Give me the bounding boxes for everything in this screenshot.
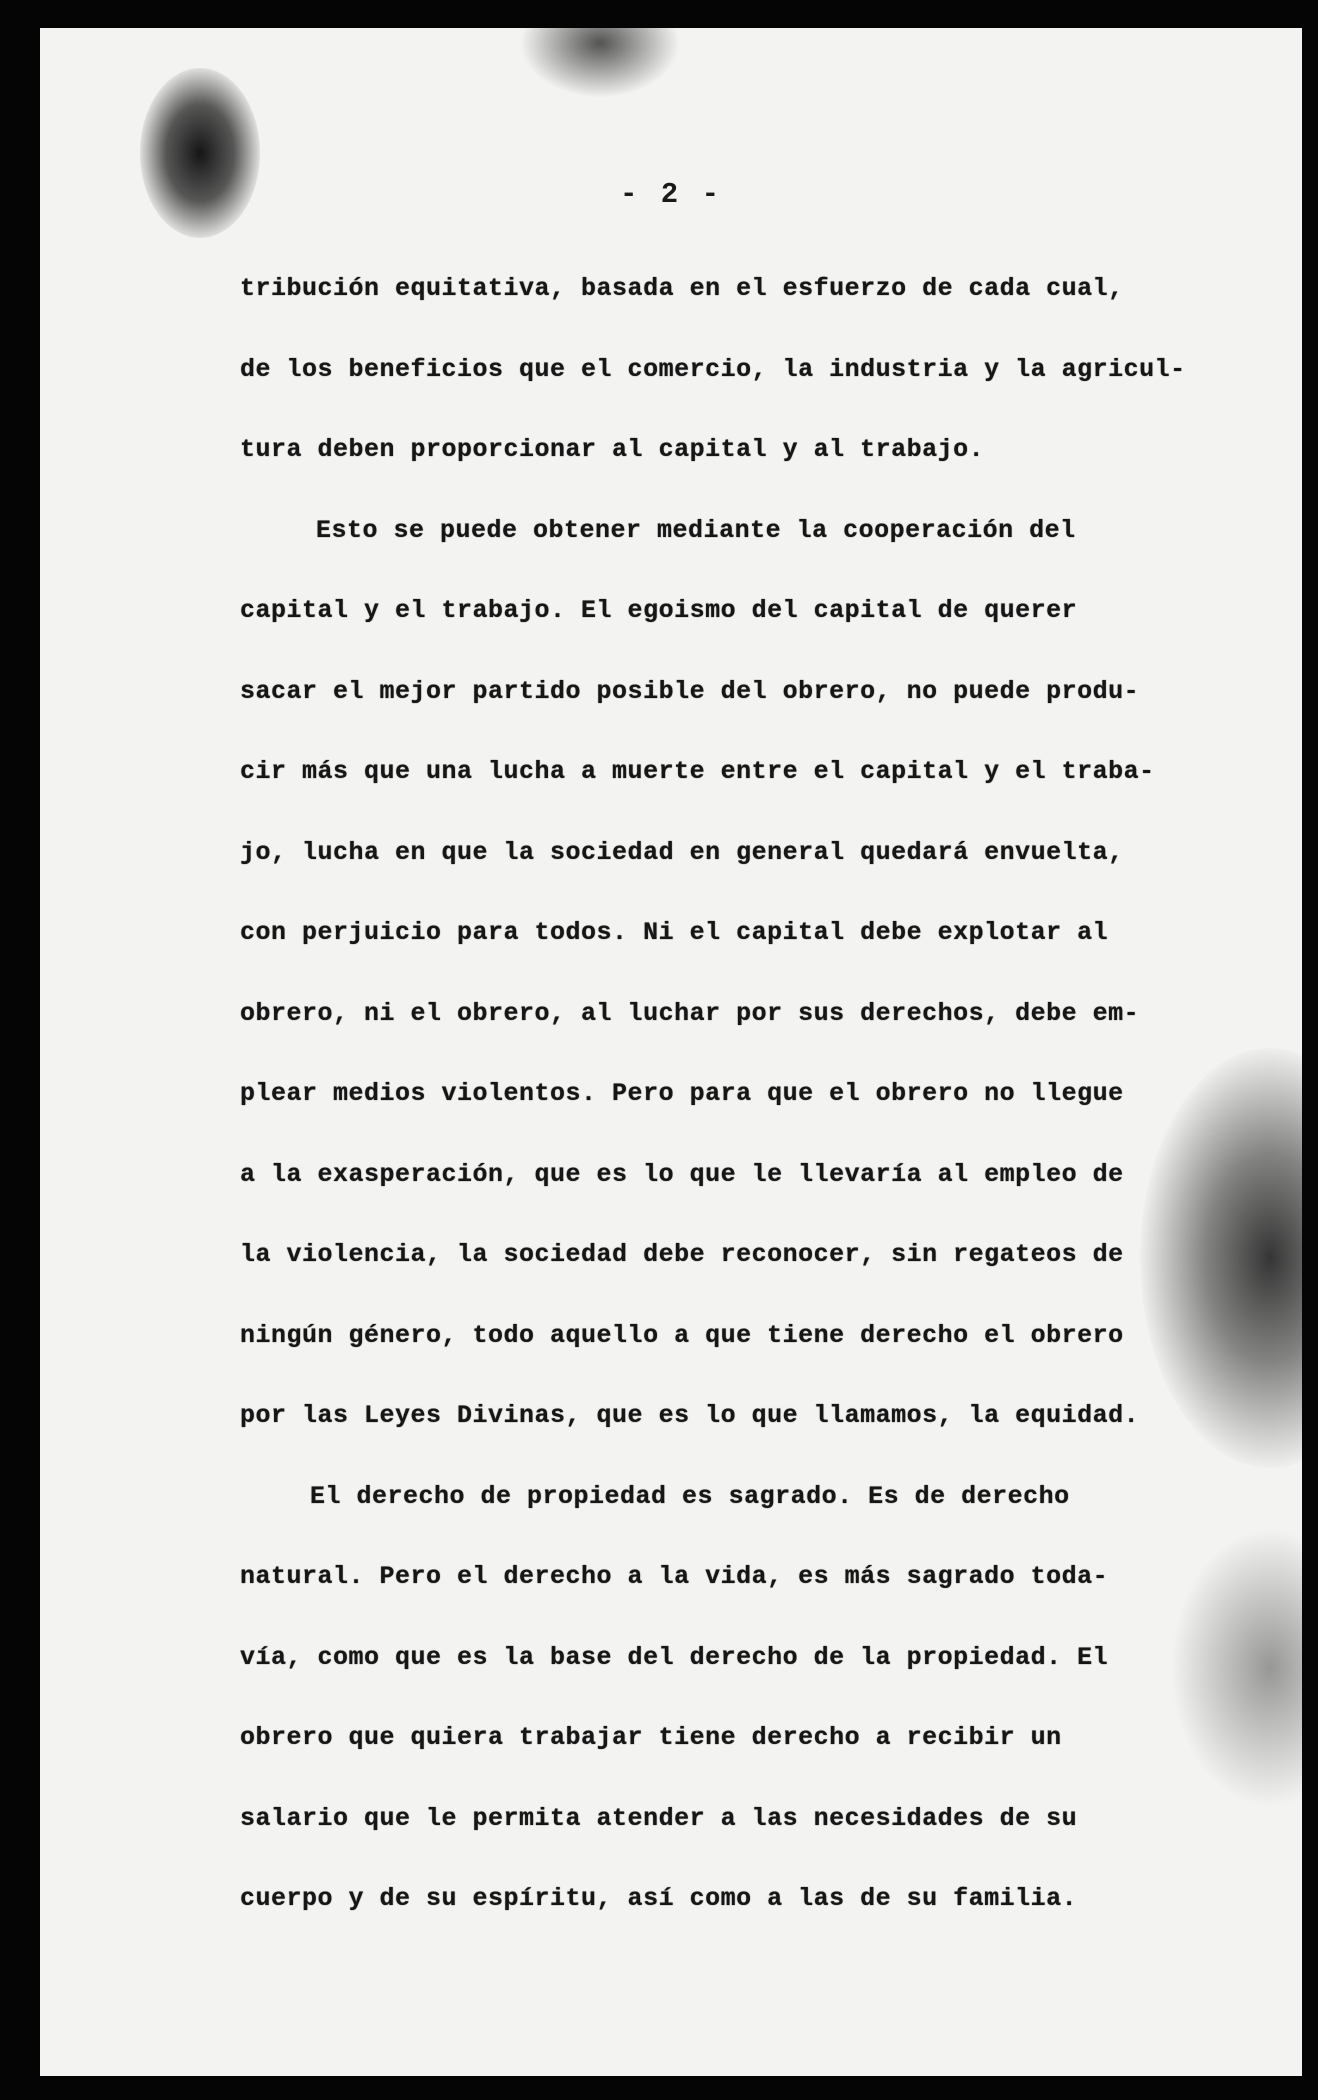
text-line: vía, como que es la base del derecho de la propiedad. El [240, 1642, 1109, 1672]
text-line: capital y el trabajo. El egoismo del capital de querer [240, 596, 1078, 625]
text-line: de los beneficios que el comercio, la industria y la agricul- [240, 354, 1186, 384]
text-line: obrero, ni el obrero, al luchar por sus derechos, debe em- [240, 998, 1140, 1028]
text-line: plear medios violentos. Pero para que el obrero no llegue [240, 1079, 1124, 1108]
text-line: cir más que una lucha a muerte entre el capital y el traba- [240, 757, 1155, 786]
text-line: la violencia, la sociedad debe reconocer, sin regateos de [240, 1240, 1124, 1269]
document-page [40, 28, 1302, 2076]
text-line: sacar el mejor partido posible del obrero, no puede produ- [240, 676, 1140, 706]
text-line: salario que le permita atender a las necesidades de su [240, 1803, 1078, 1833]
text-line: con perjuicio para todos. Ni el capital debe explotar al [240, 918, 1109, 947]
text-line: por las Leyes Divinas, que es lo que llamamos, la equidad. [240, 1401, 1140, 1430]
text-line: ningún género, todo aquello a que tiene derecho el obrero [240, 1320, 1124, 1350]
page-number: - 2 - [619, 178, 722, 211]
text-line: natural. Pero el derecho a la vida, es más sagrado toda- [240, 1562, 1109, 1591]
text-line: tribución equitativa, basada en el esfuerzo de cada cual, [240, 274, 1124, 303]
ink-smudge [520, 28, 680, 98]
text-line: a la exasperación, que es lo que le llevaría al empleo de [240, 1159, 1124, 1189]
text-line: Esto se puede obtener mediante la cooperación del [316, 515, 1076, 545]
text-line: obrero que quiera trabajar tiene derecho a recibir un [240, 1723, 1062, 1752]
text-line: cuerpo y de su espíritu, así como a las de su familia. [240, 1884, 1078, 1913]
ink-smudge [140, 68, 260, 238]
text-line: jo, lucha en que la sociedad en general quedará envuelta, [240, 837, 1124, 867]
text-line: El derecho de propiedad es sagrado. Es de derecho [310, 1481, 1070, 1511]
text-line: tura deben proporcionar al capital y al trabajo. [240, 435, 985, 464]
document-body [240, 274, 1220, 1965]
